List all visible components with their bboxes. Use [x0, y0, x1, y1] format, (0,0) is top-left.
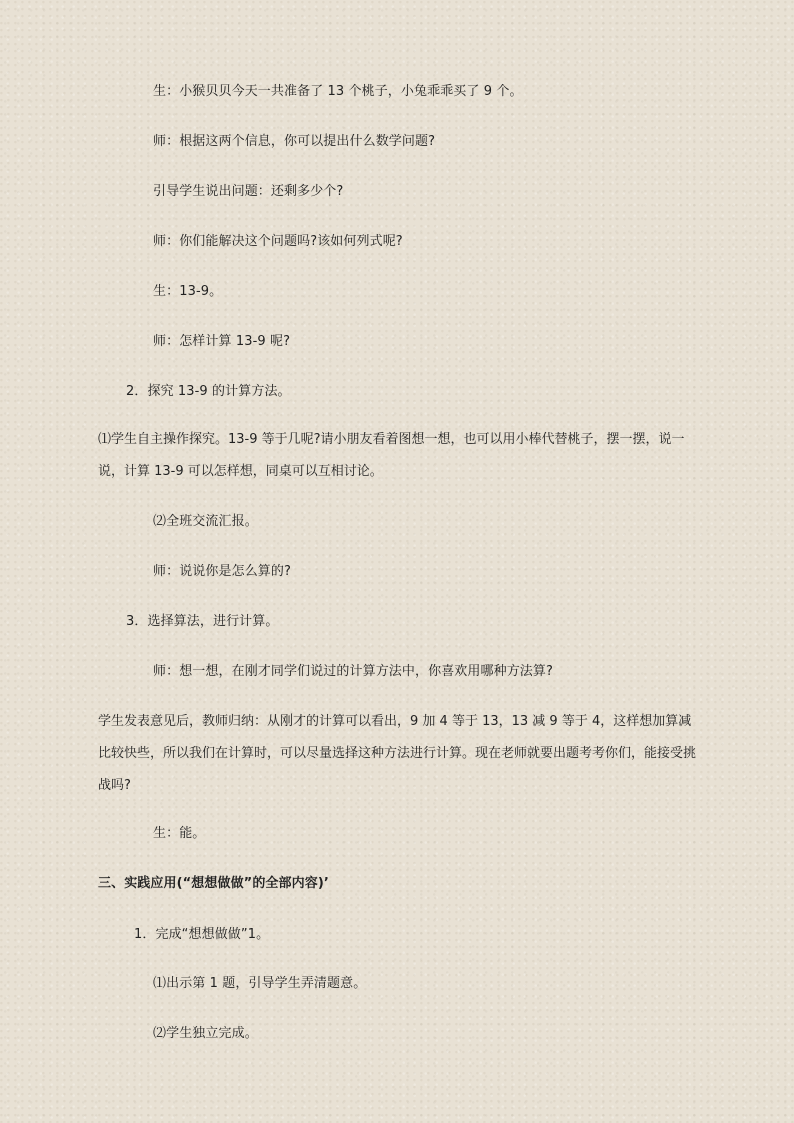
paragraph-complete-exercise: 1．完成“想想做做”1。	[134, 927, 270, 942]
paragraph-teacher-question: 师：根据这两个信息，你可以提出什么数学问题?	[153, 134, 436, 149]
section-heading-explore-method: 2．探究 13-9 的计算方法。	[126, 384, 291, 399]
paragraph-teacher-explain: 师：说说你是怎么算的?	[153, 564, 291, 579]
paragraph-students-independent: ⑵学生独立完成。	[153, 1026, 258, 1041]
paragraph-class-report: ⑵全班交流汇报。	[153, 514, 258, 529]
paragraph-teacher-summary: 学生发表意见后，教师归纳：从刚才的计算可以看出，9 加 4 等于 13，13 减 9 等于 4，这样想加算减比较快些，所以我们在计算时，可以尽量选择这种方法进行计算。现在老师就要出题考考你们，能接受挑战吗?	[98, 714, 697, 793]
paragraph-guide-question: 引导学生说出问题：还剩多少个?	[153, 184, 344, 199]
paragraph-teacher-preference: 师：想一想，在刚才同学们说过的计算方法中，你喜欢用哪种方法算?	[153, 664, 554, 679]
section-heading-practice: 三、实践应用(“想想做做”的全部内容)’	[98, 876, 329, 891]
paragraph-student-yes: 生：能。	[153, 826, 206, 841]
paragraph-teacher-solve: 师：你们能解决这个问题吗?该如何列式呢?	[153, 234, 403, 249]
paragraph-student-expression: 生：13-9。	[153, 284, 223, 299]
paragraph-show-question-one: ⑴出示第 1 题，引导学生弄清题意。	[153, 976, 367, 991]
paragraph-student-answer-peaches: 生：小猴贝贝今天一共准备了 13 个桃子，小兔乖乖买了 9 个。	[153, 84, 523, 99]
paragraph-teacher-how-calculate: 师：怎样计算 13-9 呢?	[153, 334, 291, 349]
paragraph-self-exploration: ⑴学生自主操作探究。13-9 等于几呢?请小朋友看着图想一想，也可以用小棒代替桃子，摆一摆，说一说，计算 13-9 可以怎样想，同桌可以互相讨论。	[98, 432, 685, 479]
section-heading-choose-method: 3．选择算法，进行计算。	[126, 614, 279, 629]
